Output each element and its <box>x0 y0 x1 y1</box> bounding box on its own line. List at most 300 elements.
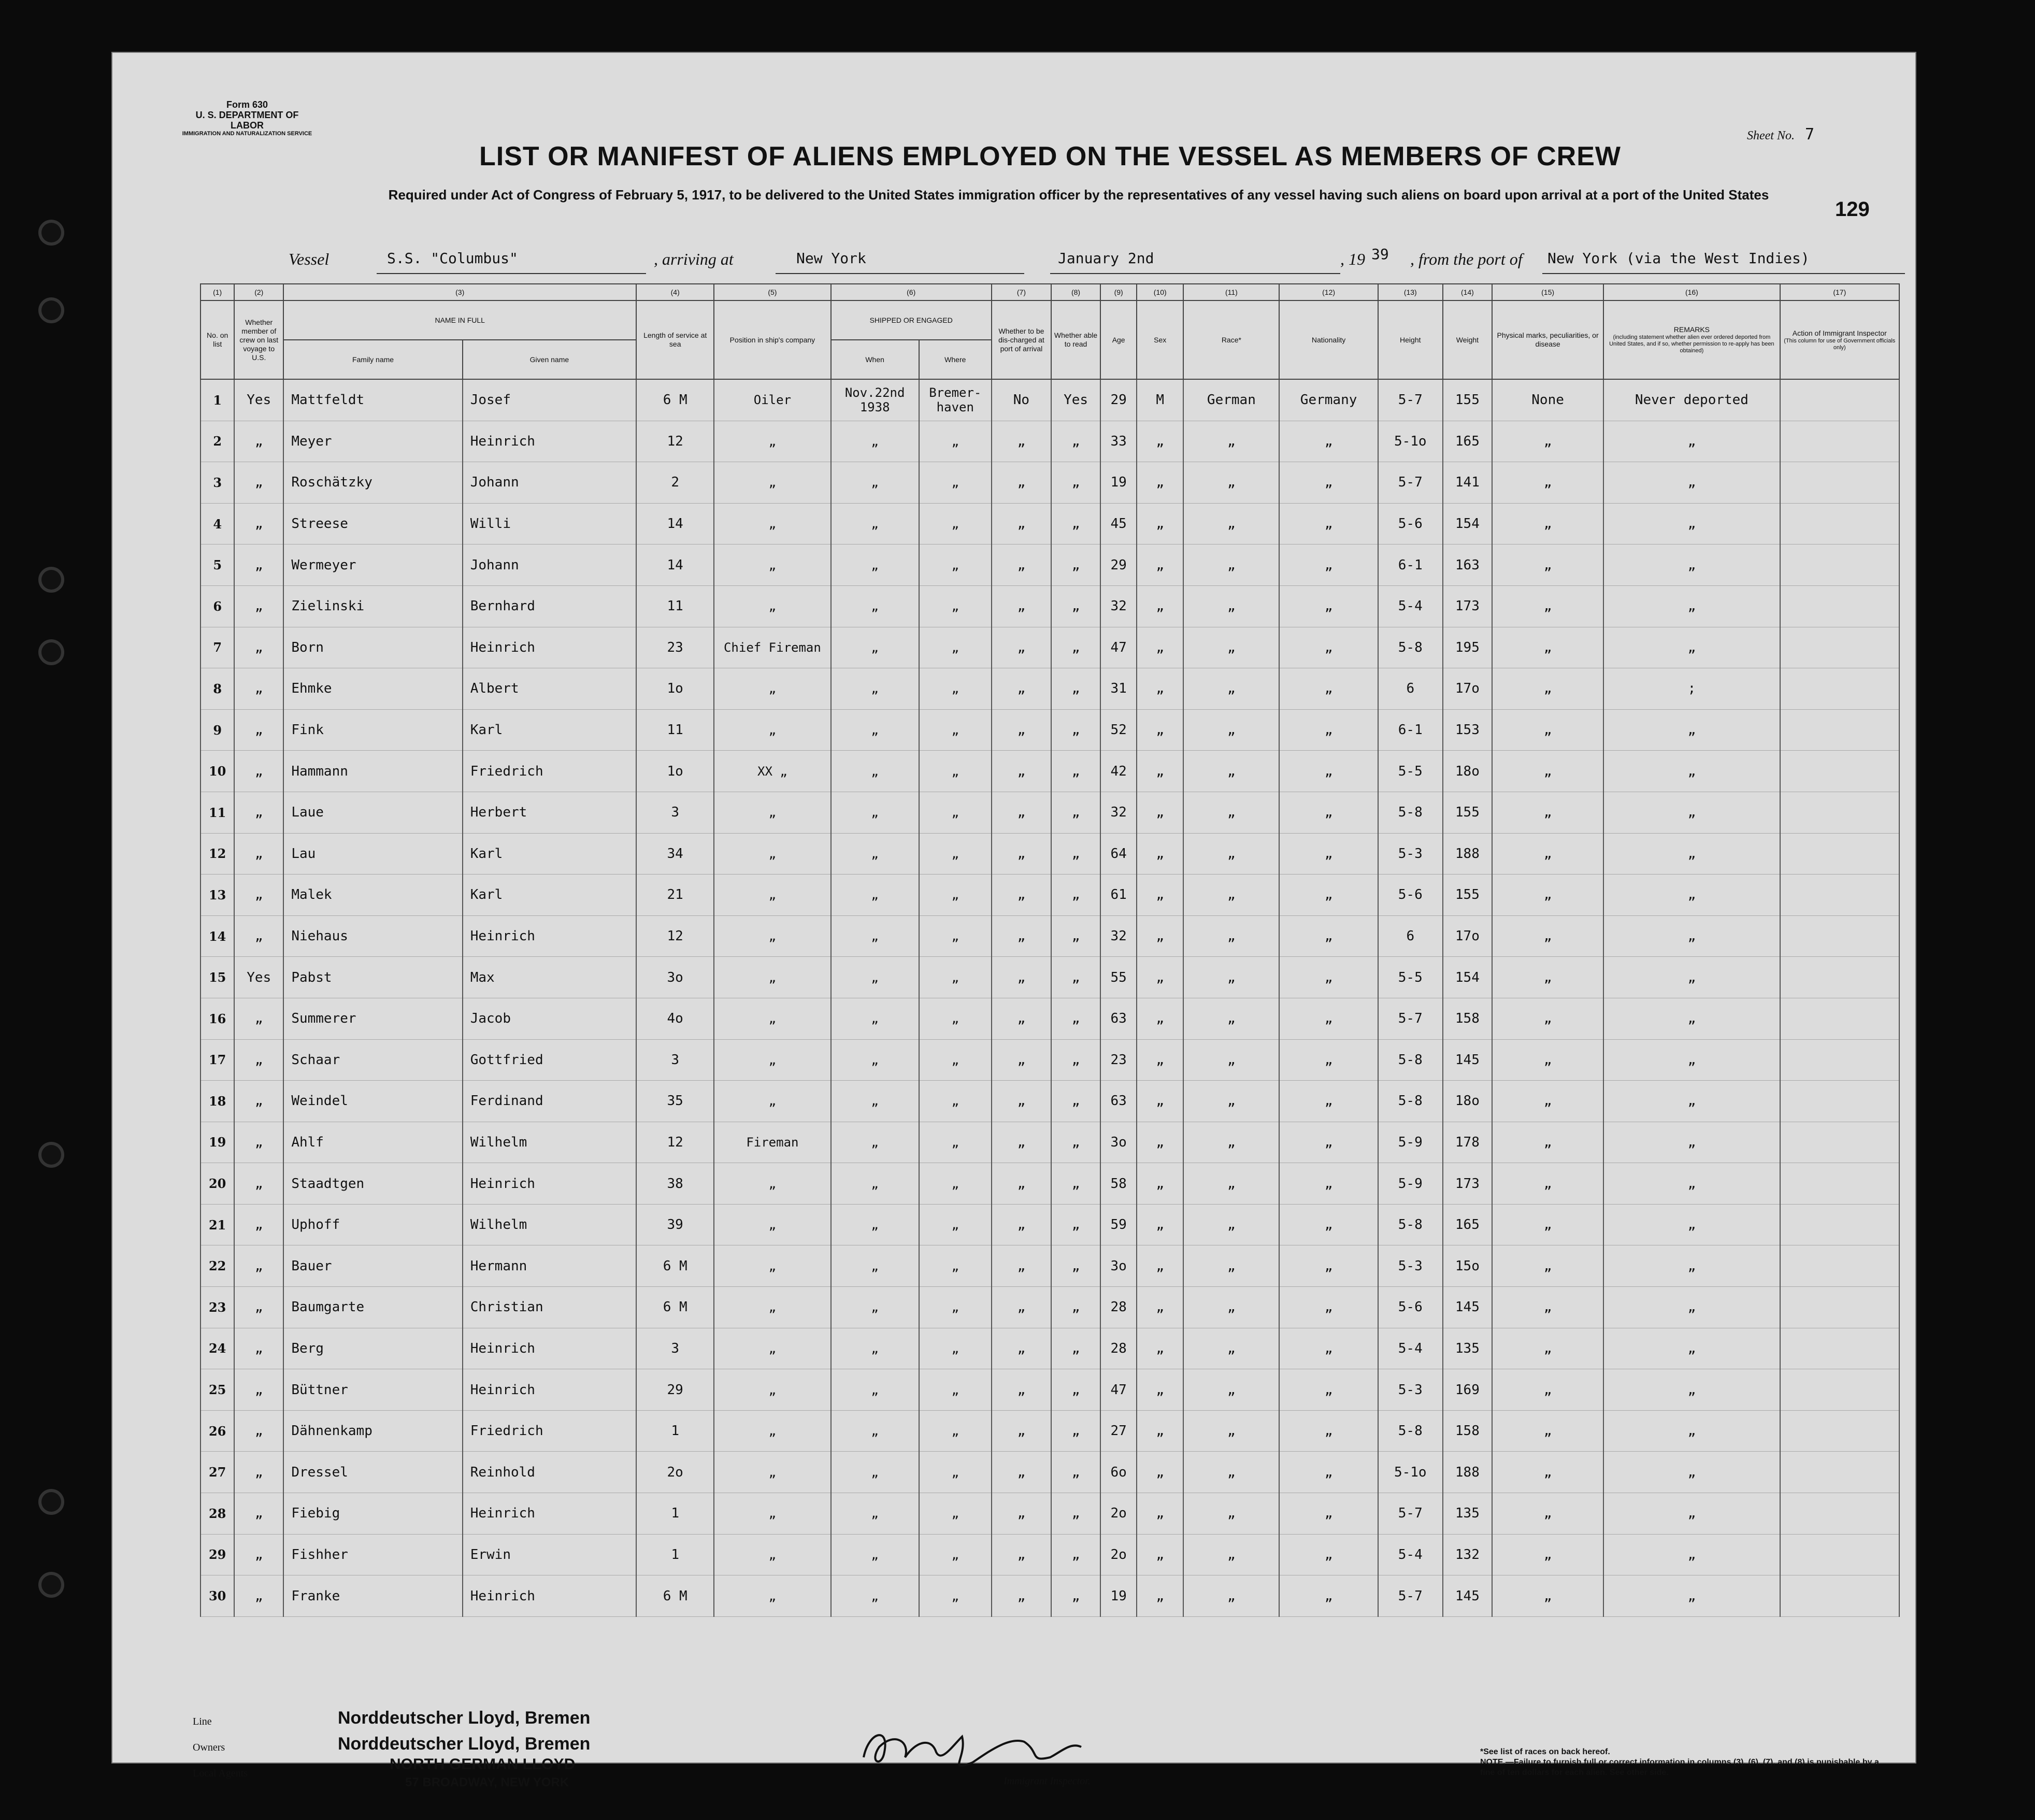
cell-height: 5-7 <box>1378 1493 1443 1535</box>
cell-position: „ <box>714 1452 830 1493</box>
cell-read: „ <box>1051 709 1100 751</box>
cell-length: 3o <box>636 957 714 998</box>
cell-sex: „ <box>1137 585 1183 627</box>
cell-when: „ <box>831 421 919 462</box>
cell-position: „ <box>714 1039 830 1081</box>
cell-length: 3 <box>636 1039 714 1081</box>
cell-marks: „ <box>1492 544 1603 586</box>
cell-no: 3 <box>200 462 234 504</box>
cell-remarks: „ <box>1603 915 1780 957</box>
cell-position: „ <box>714 585 830 627</box>
cell-when: „ <box>831 1204 919 1245</box>
cell-height: 5-7 <box>1378 462 1443 504</box>
column-number-row <box>138 284 1899 300</box>
cell-remarks: „ <box>1603 1287 1780 1328</box>
year-prefix: , 19 <box>1340 250 1365 268</box>
line-stamp: Norddeutscher Lloyd, Bremen <box>338 1708 591 1728</box>
cell-remarks: „ <box>1603 1493 1780 1535</box>
cell-family: Pabst <box>283 957 462 998</box>
cell-position: „ <box>714 668 830 710</box>
colnum-4: (4) <box>636 284 714 300</box>
cell-family: Franke <box>283 1575 462 1617</box>
cell-race: „ <box>1183 875 1279 916</box>
cell-no: 16 <box>200 998 234 1039</box>
cell-discharged: „ <box>992 833 1051 875</box>
cell-family: Berg <box>283 1328 462 1369</box>
cell-weight: 145 <box>1443 1039 1492 1081</box>
header-row-1 <box>138 300 1899 340</box>
department: U. S. DEPARTMENT OF LABOR <box>195 110 299 131</box>
cell-remarks: „ <box>1603 1163 1780 1205</box>
cell-race: „ <box>1183 1328 1279 1369</box>
colnum-6: (6) <box>831 284 992 300</box>
cell-action <box>1780 1204 1899 1245</box>
cell-age: 2o <box>1100 1493 1137 1535</box>
cell-nationality: „ <box>1279 875 1378 916</box>
cell-nationality: „ <box>1279 462 1378 504</box>
cell-marks: „ <box>1492 1039 1603 1081</box>
cell-height: 5-3 <box>1378 1369 1443 1411</box>
cell-where: „ <box>919 668 992 710</box>
cell-given: Heinrich <box>463 1163 636 1205</box>
cell-member: „ <box>234 1204 283 1245</box>
cell-sex: „ <box>1137 544 1183 586</box>
cell-nationality: „ <box>1279 1245 1378 1287</box>
cell-marks: „ <box>1492 998 1603 1039</box>
cell-action <box>1780 585 1899 627</box>
cell-age: 19 <box>1100 462 1137 504</box>
cell-age: 3o <box>1100 1245 1137 1287</box>
cell-member: „ <box>234 1410 283 1452</box>
cell-sex: „ <box>1137 792 1183 833</box>
cell-race: „ <box>1183 421 1279 462</box>
cell-nationality: „ <box>1279 421 1378 462</box>
cell-marks: „ <box>1492 462 1603 504</box>
header-nationality: Nationality <box>1279 300 1378 379</box>
cell-where: „ <box>919 751 992 792</box>
cell-where: „ <box>919 1245 992 1287</box>
cell-weight: 135 <box>1443 1493 1492 1535</box>
cell-remarks: „ <box>1603 1410 1780 1452</box>
cell-nationality: „ <box>1279 1369 1378 1411</box>
cell-where: „ <box>919 1163 992 1205</box>
cell-family: Baumgarte <box>283 1287 462 1328</box>
cell-when: „ <box>831 1122 919 1163</box>
cell-sex: „ <box>1137 1575 1183 1617</box>
cell-sex: „ <box>1137 1245 1183 1287</box>
cell-marks: None <box>1492 379 1603 421</box>
header-action <box>1780 300 1899 379</box>
cell-sex: „ <box>1137 1081 1183 1122</box>
cell-discharged: „ <box>992 1081 1051 1122</box>
cell-no: 19 <box>200 1122 234 1163</box>
cell-marks: „ <box>1492 1287 1603 1328</box>
colnum-7: (7) <box>992 284 1051 300</box>
cell-read: „ <box>1051 421 1100 462</box>
page-subtitle: Required under Act of Congress of February 5, 1917, to be delivered to the United States immigration officer by the representatives of any vessel having such aliens on board upon arrival at a port of the United States <box>388 187 1769 203</box>
cell-no: 15 <box>200 957 234 998</box>
cell-position: Chief Fireman <box>714 627 830 668</box>
cell-marks: „ <box>1492 792 1603 833</box>
cell-sex: „ <box>1137 503 1183 544</box>
cell-family: Summerer <box>283 998 462 1039</box>
cell-given: Heinrich <box>463 1369 636 1411</box>
cell-remarks: „ <box>1603 585 1780 627</box>
cell-remarks: „ <box>1603 1039 1780 1081</box>
cell-when: „ <box>831 1575 919 1617</box>
crew-table <box>138 283 1900 1617</box>
cell-race: „ <box>1183 1369 1279 1411</box>
cell-marks: „ <box>1492 1328 1603 1369</box>
cell-age: 45 <box>1100 503 1137 544</box>
table-row <box>138 1452 1899 1493</box>
cell-read: „ <box>1051 1122 1100 1163</box>
cell-where: „ <box>919 1493 992 1535</box>
cell-read: „ <box>1051 998 1100 1039</box>
cell-marks: „ <box>1492 875 1603 916</box>
cell-discharged: „ <box>992 957 1051 998</box>
sheet-number <box>1747 125 1814 144</box>
cell-weight: 155 <box>1443 792 1492 833</box>
cell-family: Staadtgen <box>283 1163 462 1205</box>
colnum-13: (13) <box>1378 284 1443 300</box>
colnum-14: (14) <box>1443 284 1492 300</box>
cell-no: 8 <box>200 668 234 710</box>
arriving-port: New York <box>796 250 866 267</box>
cell-discharged: „ <box>992 709 1051 751</box>
cell-height: 6-1 <box>1378 544 1443 586</box>
cell-length: 2 <box>636 462 714 504</box>
cell-where: „ <box>919 957 992 998</box>
manifest-sheet <box>111 52 1916 1789</box>
colnum-12: (12) <box>1279 284 1378 300</box>
cell-discharged: „ <box>992 1039 1051 1081</box>
cell-position: „ <box>714 792 830 833</box>
cell-length: 12 <box>636 421 714 462</box>
cell-where: „ <box>919 1534 992 1575</box>
cell-sex: „ <box>1137 1452 1183 1493</box>
cell-no: 26 <box>200 1410 234 1452</box>
colnum-5: (5) <box>714 284 830 300</box>
cell-remarks: „ <box>1603 1328 1780 1369</box>
cell-length: 34 <box>636 833 714 875</box>
cell-marks: „ <box>1492 627 1603 668</box>
agents-address: 57 BROADWAY, NEW YORK <box>405 1775 569 1789</box>
cell-when: „ <box>831 585 919 627</box>
cell-discharged: „ <box>992 462 1051 504</box>
cell-marks: „ <box>1492 1122 1603 1163</box>
cell-action <box>1780 833 1899 875</box>
cell-remarks: „ <box>1603 1245 1780 1287</box>
cell-family: Hammann <box>283 751 462 792</box>
cell-discharged: „ <box>992 751 1051 792</box>
cell-discharged: „ <box>992 627 1051 668</box>
cell-position: „ <box>714 1287 830 1328</box>
cell-when: „ <box>831 833 919 875</box>
year-suffix: 39 <box>1371 246 1389 263</box>
cell-where: „ <box>919 833 992 875</box>
cell-nationality: „ <box>1279 915 1378 957</box>
cell-length: 6 M <box>636 1287 714 1328</box>
cell-nationality: „ <box>1279 503 1378 544</box>
cell-action <box>1780 1575 1899 1617</box>
colnum-11: (11) <box>1183 284 1279 300</box>
cell-weight: 169 <box>1443 1369 1492 1411</box>
cell-position: „ <box>714 1410 830 1452</box>
table-row <box>138 1163 1899 1205</box>
cell-no: 14 <box>200 915 234 957</box>
line-label: Line <box>193 1716 212 1727</box>
cell-read: „ <box>1051 1287 1100 1328</box>
cell-marks: „ <box>1492 1452 1603 1493</box>
cell-when: „ <box>831 792 919 833</box>
cell-action <box>1780 379 1899 421</box>
cell-discharged: „ <box>992 915 1051 957</box>
cell-given: Gottfried <box>463 1039 636 1081</box>
inspector-signature <box>853 1721 1102 1778</box>
cell-discharged: „ <box>992 503 1051 544</box>
cell-length: 6 M <box>636 379 714 421</box>
cell-discharged: „ <box>992 1534 1051 1575</box>
cell-when: „ <box>831 1452 919 1493</box>
cell-member: „ <box>234 998 283 1039</box>
cell-given: Willi <box>463 503 636 544</box>
cell-where: „ <box>919 998 992 1039</box>
cell-where: „ <box>919 875 992 916</box>
cell-given: Karl <box>463 875 636 916</box>
cell-member: „ <box>234 833 283 875</box>
cell-where: „ <box>919 709 992 751</box>
cell-sex: „ <box>1137 709 1183 751</box>
cell-length: 12 <box>636 915 714 957</box>
cell-height: 5-1o <box>1378 1452 1443 1493</box>
cell-position: „ <box>714 1081 830 1122</box>
note-fine: NOTE.—Failure to furnish full or correct information in columns (3), (6), (7), and (8) is punishable by a fine of ten dollars for each alien. See other side. <box>1480 1758 1879 1777</box>
cell-age: 32 <box>1100 585 1137 627</box>
cell-weight: 17o <box>1443 668 1492 710</box>
cell-member: „ <box>234 1245 283 1287</box>
cell-marks: „ <box>1492 1081 1603 1122</box>
cell-race: „ <box>1183 544 1279 586</box>
cell-race: „ <box>1183 627 1279 668</box>
cell-action <box>1780 1081 1899 1122</box>
cell-family: Bauer <box>283 1245 462 1287</box>
cell-race: „ <box>1183 751 1279 792</box>
cell-marks: „ <box>1492 503 1603 544</box>
owners-label: Owners <box>193 1742 225 1753</box>
cell-sex: „ <box>1137 1039 1183 1081</box>
cell-remarks: „ <box>1603 1534 1780 1575</box>
cell-remarks: „ <box>1603 833 1780 875</box>
cell-sex: „ <box>1137 833 1183 875</box>
cell-where: „ <box>919 1204 992 1245</box>
cell-member: „ <box>234 1369 283 1411</box>
cell-weight: 195 <box>1443 627 1492 668</box>
cell-height: 5-7 <box>1378 379 1443 421</box>
cell-read: „ <box>1051 503 1100 544</box>
cell-given: Johann <box>463 544 636 586</box>
cell-no: 4 <box>200 503 234 544</box>
cell-height: 5-4 <box>1378 585 1443 627</box>
table-row <box>138 1410 1899 1452</box>
cell-read: „ <box>1051 1493 1100 1535</box>
cell-marks: „ <box>1492 1163 1603 1205</box>
cell-weight: 178 <box>1443 1122 1492 1163</box>
cell-height: 5-8 <box>1378 627 1443 668</box>
table-row <box>138 1039 1899 1081</box>
cell-race: „ <box>1183 915 1279 957</box>
cell-family: Ehmke <box>283 668 462 710</box>
cell-height: 6 <box>1378 915 1443 957</box>
cell-given: Friedrich <box>463 1410 636 1452</box>
cell-race: „ <box>1183 1163 1279 1205</box>
cell-nationality: „ <box>1279 1081 1378 1122</box>
cell-given: Heinrich <box>463 421 636 462</box>
cell-member: „ <box>234 915 283 957</box>
cell-read: „ <box>1051 1452 1100 1493</box>
table-row <box>138 792 1899 833</box>
header-where: Where <box>919 340 992 379</box>
cell-age: 29 <box>1100 379 1137 421</box>
cell-discharged: „ <box>992 1287 1051 1328</box>
cell-sex: „ <box>1137 751 1183 792</box>
cell-race: „ <box>1183 833 1279 875</box>
colnum-16: (16) <box>1603 284 1780 300</box>
cell-given: Karl <box>463 833 636 875</box>
cell-given: Heinrich <box>463 1493 636 1535</box>
cell-height: 5-6 <box>1378 1287 1443 1328</box>
from-port: New York (via the West Indies) <box>1547 250 1810 267</box>
cell-nationality: „ <box>1279 1493 1378 1535</box>
cell-action <box>1780 709 1899 751</box>
header-sex: Sex <box>1137 300 1183 379</box>
cell-read: „ <box>1051 544 1100 586</box>
owners-stamp: Norddeutscher Lloyd, Bremen <box>338 1734 591 1754</box>
cell-nationality: „ <box>1279 1163 1378 1205</box>
cell-remarks: „ <box>1603 1122 1780 1163</box>
cell-read: „ <box>1051 833 1100 875</box>
cell-action <box>1780 1328 1899 1369</box>
cell-action <box>1780 957 1899 998</box>
cell-action <box>1780 915 1899 957</box>
cell-action <box>1780 544 1899 586</box>
cell-position: „ <box>714 1245 830 1287</box>
cell-weight: 163 <box>1443 544 1492 586</box>
header-position: Position in ship's company <box>714 300 830 379</box>
cell-member: „ <box>234 1287 283 1328</box>
header-length: Length of service at sea <box>636 300 714 379</box>
cell-position: Fireman <box>714 1122 830 1163</box>
cell-no: 13 <box>200 875 234 916</box>
cell-read: „ <box>1051 462 1100 504</box>
cell-position: „ <box>714 1493 830 1535</box>
table-row <box>138 544 1899 586</box>
cell-where: Bremer-haven <box>919 379 992 421</box>
cell-age: 6o <box>1100 1452 1137 1493</box>
cell-age: 31 <box>1100 668 1137 710</box>
cell-marks: „ <box>1492 1245 1603 1287</box>
cell-family: Ahlf <box>283 1122 462 1163</box>
cell-height: 5-8 <box>1378 792 1443 833</box>
cell-height: 5-8 <box>1378 1410 1443 1452</box>
cell-age: 2o <box>1100 1534 1137 1575</box>
from-label: , from the port of <box>1410 250 1523 268</box>
cell-marks: „ <box>1492 1534 1603 1575</box>
cell-sex: „ <box>1137 1122 1183 1163</box>
cell-given: Heinrich <box>463 1328 636 1369</box>
cell-position: „ <box>714 915 830 957</box>
cell-race: „ <box>1183 998 1279 1039</box>
cell-where: „ <box>919 421 992 462</box>
cell-no: 6 <box>200 585 234 627</box>
cell-member: „ <box>234 668 283 710</box>
cell-position: „ <box>714 421 830 462</box>
cell-age: 3o <box>1100 1122 1137 1163</box>
cell-family: Laue <box>283 792 462 833</box>
cell-race: „ <box>1183 1287 1279 1328</box>
cell-length: 39 <box>636 1204 714 1245</box>
cell-sex: „ <box>1137 915 1183 957</box>
cell-when: „ <box>831 1163 919 1205</box>
cell-position: „ <box>714 957 830 998</box>
cell-member: „ <box>234 792 283 833</box>
cell-weight: 153 <box>1443 709 1492 751</box>
cell-sex: „ <box>1137 875 1183 916</box>
cell-race: „ <box>1183 1039 1279 1081</box>
header-weight: Weight <box>1443 300 1492 379</box>
cell-when: „ <box>831 1287 919 1328</box>
header-height: Height <box>1378 300 1443 379</box>
cell-nationality: „ <box>1279 585 1378 627</box>
binding-hole <box>41 223 61 242</box>
cell-position: „ <box>714 1163 830 1205</box>
cell-action <box>1780 1452 1899 1493</box>
cell-age: 29 <box>1100 544 1137 586</box>
cell-length: 12 <box>636 1122 714 1163</box>
colnum-17: (17) <box>1780 284 1899 300</box>
cell-race: „ <box>1183 709 1279 751</box>
cell-read: „ <box>1051 875 1100 916</box>
cell-remarks: „ <box>1603 503 1780 544</box>
cell-action <box>1780 503 1899 544</box>
cell-race: „ <box>1183 1493 1279 1535</box>
cell-family: Dähnenkamp <box>283 1410 462 1452</box>
table-row <box>138 1534 1899 1575</box>
cell-given: Christian <box>463 1287 636 1328</box>
colnum-10: (10) <box>1137 284 1183 300</box>
cell-race: „ <box>1183 1245 1279 1287</box>
cell-family: Zielinski <box>283 585 462 627</box>
cell-remarks: „ <box>1603 875 1780 916</box>
cell-member: „ <box>234 1575 283 1617</box>
cell-no: 17 <box>200 1039 234 1081</box>
cell-read: „ <box>1051 627 1100 668</box>
cell-race: „ <box>1183 1575 1279 1617</box>
cell-weight: 158 <box>1443 1410 1492 1452</box>
cell-action <box>1780 1534 1899 1575</box>
colnum-2: (2) <box>234 284 283 300</box>
cell-marks: „ <box>1492 709 1603 751</box>
cell-family: Uphoff <box>283 1204 462 1245</box>
colnum-8: (8) <box>1051 284 1100 300</box>
cell-where: „ <box>919 1575 992 1617</box>
cell-nationality: „ <box>1279 1410 1378 1452</box>
cell-sex: „ <box>1137 668 1183 710</box>
cell-where: „ <box>919 503 992 544</box>
header-discharged: Whether to be dis-charged at port of arrival <box>992 300 1051 379</box>
table-row <box>138 751 1899 792</box>
cell-weight: 188 <box>1443 1452 1492 1493</box>
